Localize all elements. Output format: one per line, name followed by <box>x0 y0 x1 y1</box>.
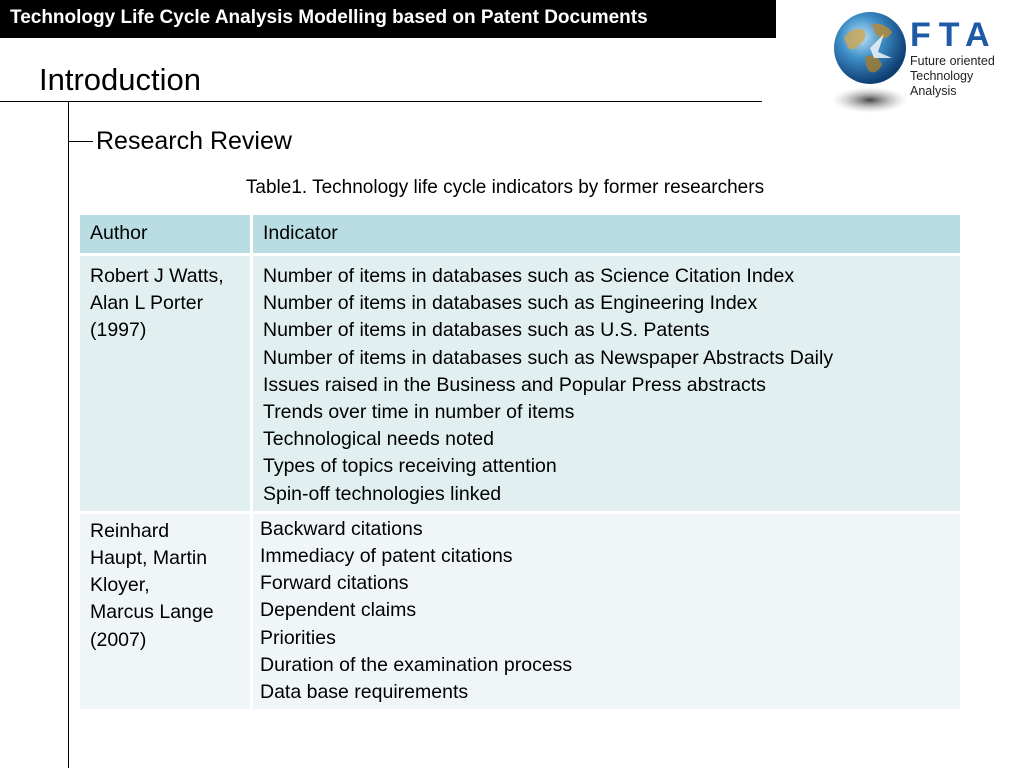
outline-vertical-rule <box>68 101 69 768</box>
author-line: Haupt, Martin <box>90 547 208 570</box>
indicator-item: Forward citations <box>260 572 409 595</box>
table-caption: Table1. Technology life cycle indicators by former researchers <box>245 177 765 198</box>
indicator-item: Backward citations <box>260 517 423 540</box>
indicator-item: Spin-off technologies linked <box>263 482 502 505</box>
author-cell <box>80 256 253 514</box>
outline-branch-tick <box>69 141 93 142</box>
indicator-item: Number of items in databases such as Science Citation Index <box>263 265 795 287</box>
logo-subtitle-line: Analysis <box>910 84 957 98</box>
table-row <box>80 514 960 709</box>
logo-letters: FTA <box>910 16 998 54</box>
indicator-item: Types of topics receiving attention <box>263 455 557 478</box>
logo-subtitle-line: Future oriented <box>910 54 995 68</box>
slide-title-bar: Technology Life Cycle Analysis Modelling based on Patent Documents <box>0 0 776 38</box>
table-row <box>80 256 960 514</box>
indicator-item: Immediacy of patent citations <box>260 545 513 568</box>
research-review-table <box>80 215 960 709</box>
author-line: Marcus Lange <box>90 601 214 624</box>
indicator-item: Number of items in databases such as Engineering Index <box>263 292 758 315</box>
indicator-item: Priorities <box>260 626 336 649</box>
logo-subtitle-line: Technology <box>910 69 974 83</box>
author-cell <box>80 514 253 709</box>
author-line: Kloyer, <box>90 574 150 597</box>
indicator-cell <box>253 514 960 709</box>
logo-text-block <box>910 18 998 99</box>
indicator-item: Dependent claims <box>260 599 417 622</box>
indicator-item: Number of items in databases such as Newspaper Abstracts Daily <box>263 346 834 369</box>
indicator-item: Technological needs noted <box>263 428 494 451</box>
indicator-item: Issues raised in the Business and Popular Press abstracts <box>263 373 766 396</box>
indicator-item: Number of items in databases such as U.S. Patents <box>263 319 710 342</box>
author-line: Robert J Watts, <box>90 265 224 287</box>
author-line: (1997) <box>90 319 147 342</box>
indicator-item: Duration of the examination process <box>260 653 573 676</box>
globe-icon <box>826 8 916 120</box>
column-header-indicator: Indicator <box>253 215 960 256</box>
indicator-item: Trends over time in number of items <box>263 401 575 424</box>
section-heading: Introduction <box>39 62 201 97</box>
column-header-author: Author <box>80 215 253 256</box>
author-line: Alan L Porter <box>90 292 204 315</box>
indicator-item: Data base requirements <box>260 681 469 704</box>
logo-subtitle <box>910 54 998 99</box>
fta-logo <box>826 8 1016 120</box>
author-line: (2007) <box>90 628 147 651</box>
table-header-row <box>80 215 960 256</box>
subsection-heading: Research Review <box>96 127 292 155</box>
indicator-cell <box>253 256 960 514</box>
author-line: Reinhard <box>90 519 170 542</box>
heading-divider <box>0 101 762 102</box>
